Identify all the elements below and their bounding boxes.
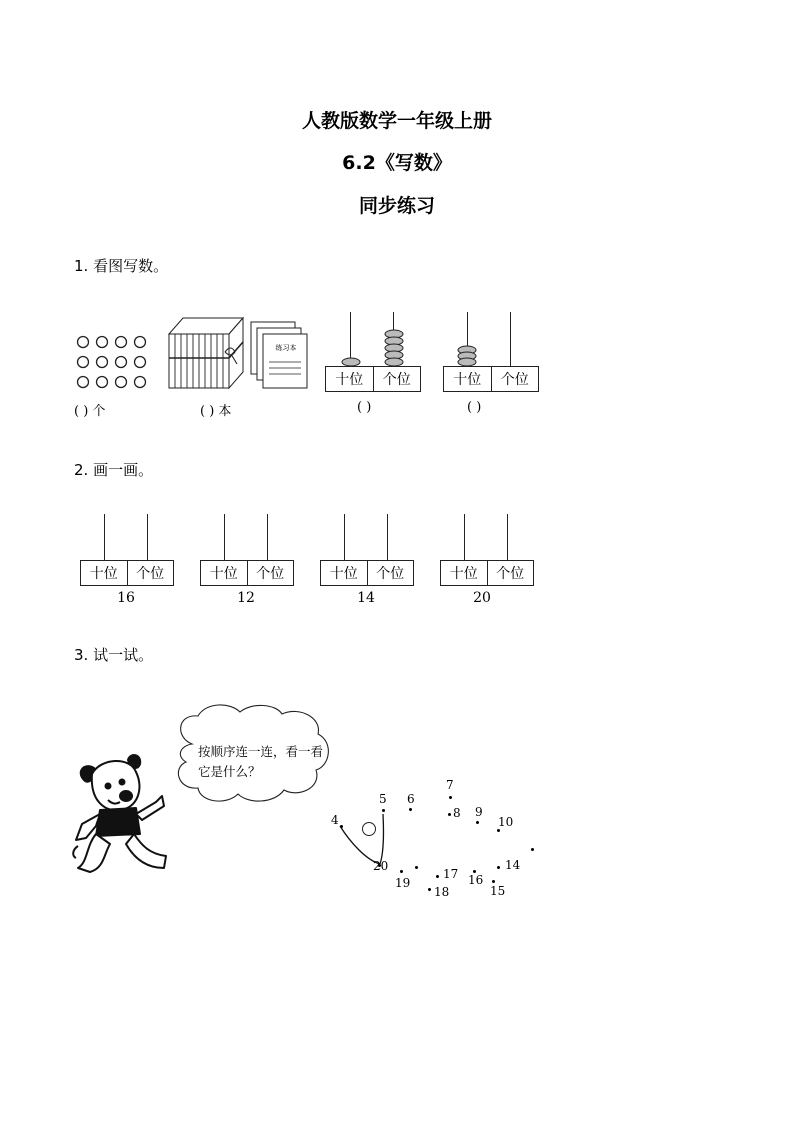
circles-grid-figure [74, 330, 154, 392]
tens-label: 十位 [209, 566, 238, 582]
tens-label: 十位 [453, 372, 482, 388]
ones-rod [510, 312, 511, 366]
page-subtitle-practice: 同步练习 [358, 195, 435, 217]
dot-label-19: 19 [395, 876, 411, 890]
tens-label: 十位 [89, 566, 118, 582]
dot-label-6: 6 [407, 792, 415, 806]
abacus-beads [338, 324, 408, 368]
ones-label: 个位 [373, 367, 421, 391]
dot-label-10: 10 [498, 815, 514, 829]
place-value-table [80, 560, 174, 586]
dot-11-unlabeled [531, 848, 534, 851]
target-number: 14 [357, 590, 375, 606]
answer-blank-abacus-2: ( ) [467, 400, 482, 415]
book-cover-label: 练习本 [275, 344, 297, 352]
tens-label: 十位 [335, 372, 364, 388]
dot-8 [448, 813, 451, 816]
dot-7 [449, 796, 452, 799]
dot-10 [497, 829, 500, 832]
answer-blank-abacus-1: ( ) [357, 400, 372, 415]
answer-blank-books: ( ) 本 [200, 404, 232, 419]
dot-18 [428, 888, 431, 891]
dot-label-14: 14 [505, 858, 521, 872]
dot-5 [382, 809, 385, 812]
dot-15 [492, 880, 495, 883]
target-number: 12 [237, 590, 255, 606]
dot-19 [400, 870, 403, 873]
dot-label-20: 20 [373, 859, 389, 873]
tens-rod [464, 514, 465, 560]
abacus-beads [455, 340, 483, 368]
dot-label-18: 18 [434, 885, 450, 899]
dot-label-17: 17 [443, 867, 459, 881]
dot-9 [476, 821, 479, 824]
place-value-table [325, 366, 421, 392]
dot-4 [340, 825, 343, 828]
ones-rod [267, 514, 268, 560]
question-1-label: 1. 看图写数。 [74, 257, 169, 275]
ones-label: 个位 [487, 561, 534, 585]
dot-17 [436, 875, 439, 878]
page-subtitle: 6.2《写数》 [342, 152, 452, 174]
place-value-table [320, 560, 414, 586]
dot-label-9: 9 [475, 805, 483, 819]
ones-rod [387, 514, 388, 560]
answer-blank-circles: ( ) 个 [74, 404, 106, 419]
ones-label: 个位 [367, 561, 414, 585]
target-number: 16 [117, 590, 135, 606]
tens-rod [104, 514, 105, 560]
dot-label-7: 7 [446, 778, 454, 792]
place-value-table [443, 366, 539, 392]
tail-curl-shape [362, 822, 376, 836]
page-title: 人教版数学一年级上册 [301, 110, 492, 132]
target-number: 20 [473, 590, 491, 606]
dot-label-4: 4 [331, 813, 339, 827]
tens-label: 十位 [329, 566, 358, 582]
ones-label: 个位 [491, 367, 539, 391]
cartoon-dog-figure [70, 750, 174, 878]
book-bundle-figure [165, 314, 313, 392]
ones-label: 个位 [247, 561, 294, 585]
place-value-table [440, 560, 534, 586]
place-value-table [200, 560, 294, 586]
question-2-label: 2. 画一画。 [74, 461, 154, 479]
tens-rod [224, 514, 225, 560]
dot-label-16: 16 [468, 873, 484, 887]
question-3-label: 3. 试一试。 [74, 646, 154, 664]
ones-label: 个位 [127, 561, 174, 585]
ones-rod [147, 514, 148, 560]
dot-unlabeled [415, 866, 418, 869]
ones-rod [507, 514, 508, 560]
dot-6 [409, 808, 412, 811]
dot-label-15: 15 [490, 884, 506, 898]
dot-label-5: 5 [379, 792, 387, 806]
tens-label: 十位 [449, 566, 478, 582]
tens-rod [344, 514, 345, 560]
dot-14 [497, 866, 500, 869]
speech-bubble-text: 按顺序连一连，看一看它是什么？ [198, 744, 324, 779]
dot-label-8: 8 [453, 806, 461, 820]
